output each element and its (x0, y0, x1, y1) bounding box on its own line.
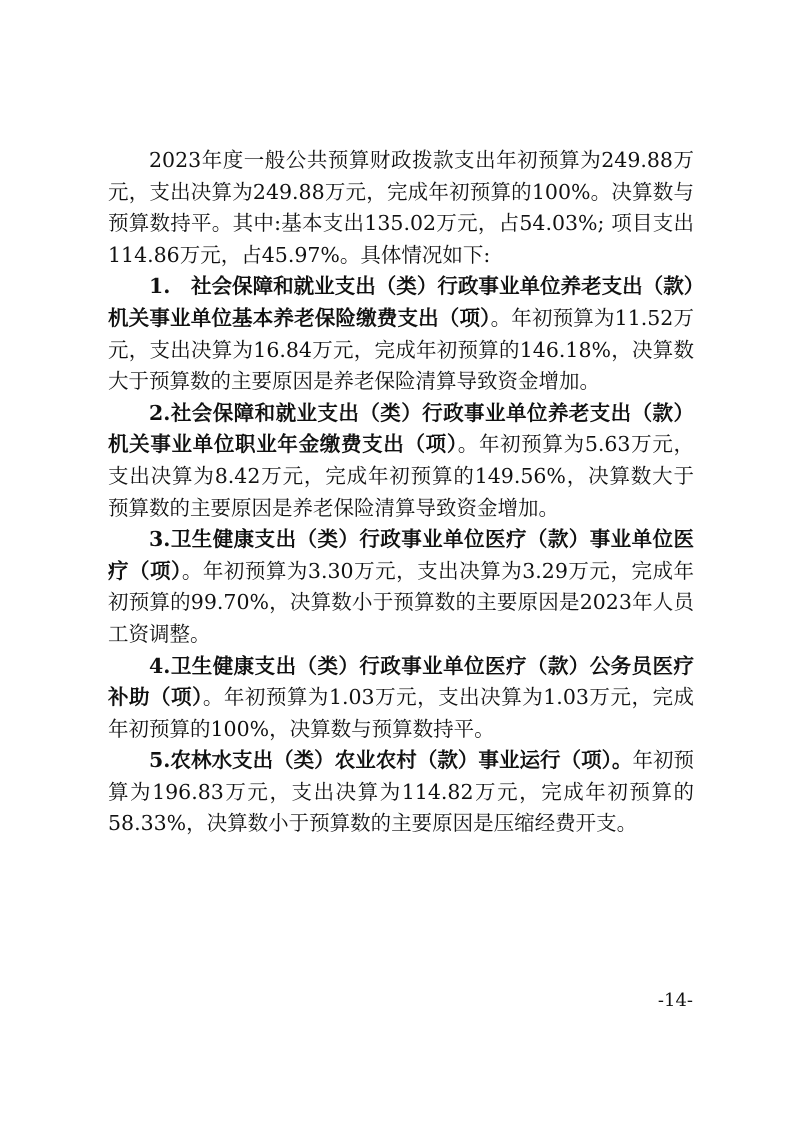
item-body-1: 。年初预算为11.52万元，支出决算为16.84万元，完成年初预算的146.18%，决算数大于预算数的主要原因是养老保险清算导致资金增加。 (108, 305, 695, 394)
item-paragraph-3 (108, 524, 694, 650)
item-paragraph-5 (108, 745, 694, 840)
item-paragraph-4 (108, 651, 694, 746)
item-title-5: 5.农林水支出（类）农业农村（款）事业运行（项）。 (149, 748, 633, 773)
item-title-2: 2.社会保障和就业支出（类）行政事业单位养老支出（款）机关事业单位职业年金缴费支出（项） (108, 400, 694, 457)
item-paragraph-2 (108, 398, 694, 524)
intro-paragraph: 2023年度一般公共预算财政拨款支出年初预算为249.88万元，支出决算为249.88万元，完成年初预算的100%。决算数与预算数持平。其中:基本支出135.02万元，占54.03%; 项目支出114.86万元，占45.97%。具体情况如下: (108, 148, 694, 267)
item-body-4: 。年初预算为1.03万元，支出决算为1.03万元，完成年初预算的100%，决算数与预算数持平。 (108, 685, 694, 741)
item-title-4: 4.卫生健康支出（类）行政事业单位医疗（款）公务员医疗补助（项） (108, 653, 694, 710)
item-title-1: 1. 社会保障和就业支出（类）行政事业单位养老支出（款）机关事业单位基本养老保险缴费支出（项） (108, 274, 694, 330)
item-body-5: 年初预算为196.83万元，支出决算为114.82万元，完成年初预算的58.33%，决算数小于预算数的主要原因是压缩经费开支。 (108, 748, 695, 836)
item-paragraph-1 (108, 271, 694, 397)
item-body-2: 。年初预算为5.63万元，支出决算为8.42万元，完成年初预算的149.56%，决算数大于预算数的主要原因是养老保险清算导致资金增加。 (108, 432, 694, 520)
item-body-3: 。年初预算为3.30万元，支出决算为3.29万元，完成年初预算的99.70%，决算数小于预算数的主要原因是2023年人员工资调整。 (108, 558, 694, 646)
document-body (108, 145, 694, 840)
page-number: -14- (657, 990, 693, 1011)
item-title-3: 3.卫生健康支出（类）行政事业单位医疗（款）事业单位医疗（项） (108, 527, 694, 583)
